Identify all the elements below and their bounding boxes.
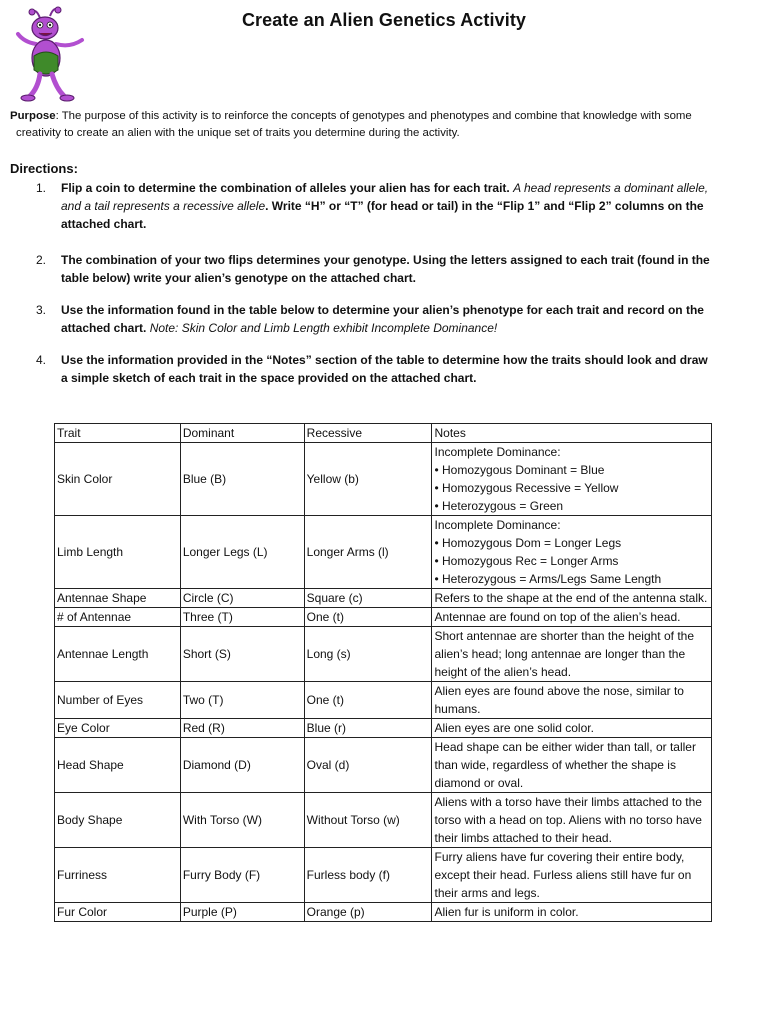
cell-trait: Limb Length [55,516,181,589]
note-line: • Heterozygous = Green [434,499,564,513]
cell-dominant: Furry Body (F) [180,848,304,903]
table-row [55,903,712,922]
cell-notes: Head shape can be either wider than tall, or taller than wide, regardless of whether the shape is diamond or oval. [432,738,712,793]
table-row [55,627,712,682]
step-number: 2. [36,253,47,267]
cell-recessive: One (t) [304,682,432,719]
cell-dominant: Diamond (D) [180,738,304,793]
step-italic-note: Note: Skin Color and Limb Length exhibit Incomplete Dominance! [149,321,498,335]
table-row [55,589,712,608]
cell-notes: Alien eyes are found above the nose, similar to humans. [432,682,712,719]
cell-notes [432,516,712,589]
cell-recessive: One (t) [304,608,432,627]
step-text: Use the information found in the table below to determine your alien’s phenotype for each trait and record on the attached chart. [61,303,704,335]
header-recessive: Recessive [304,424,432,443]
purpose-paragraph [10,108,750,142]
cell-dominant: Longer Legs (L) [180,516,304,589]
cell-notes: Antennae are found on top of the alien’s head. [432,608,712,627]
directions-heading: Directions: [10,161,78,176]
cell-recessive: Oval (d) [304,738,432,793]
direction-step-2 [36,251,716,287]
table-row [55,682,712,719]
cell-dominant: Short (S) [180,627,304,682]
cell-recessive: Blue (r) [304,719,432,738]
header-dominant: Dominant [180,424,304,443]
cell-dominant: Red (R) [180,719,304,738]
step-number: 3. [36,303,47,317]
cell-trait: Antennae Length [55,627,181,682]
step-text: Flip a coin to determine the combination of alleles your alien has for each trait. [61,181,510,195]
step-number: 1. [36,181,47,195]
direction-step-3 [36,301,716,337]
cell-dominant: Purple (P) [180,903,304,922]
note-line: • Homozygous Recessive = Yellow [434,481,619,495]
traits-table [54,423,712,922]
purpose-label: Purpose [10,110,56,122]
direction-step-1 [36,179,716,233]
cell-trait: Number of Eyes [55,682,181,719]
cell-recessive: Longer Arms (l) [304,516,432,589]
cell-dominant: With Torso (W) [180,793,304,848]
table-row [55,738,712,793]
cell-dominant: Three (T) [180,608,304,627]
table-row [55,608,712,627]
cell-recessive: Yellow (b) [304,443,432,516]
cell-trait: Head Shape [55,738,181,793]
step-text: The combination of your two flips determines your genotype. Using the letters assigned to each trait (found in the table below) write your alien’s genotype on the attached chart. [61,253,710,285]
cell-trait: Furriness [55,848,181,903]
cell-trait: Skin Color [55,443,181,516]
cell-recessive: Long (s) [304,627,432,682]
cell-dominant: Circle (C) [180,589,304,608]
note-line: • Homozygous Dom = Longer Legs [434,536,622,550]
cell-recessive: Orange (p) [304,903,432,922]
note-line: • Homozygous Rec = Longer Arms [434,554,619,568]
cell-notes: Furry aliens have fur covering their entire body, except their head. Furless aliens still have fur on their arms and legs. [432,848,712,903]
table-row [55,719,712,738]
table-row [55,793,712,848]
cell-trait: Fur Color [55,903,181,922]
purpose-text-line1: : The purpose of this activity is to reinforce the concepts of genotypes and phenotypes and combine that knowledge with some [55,110,692,122]
cell-notes: Refers to the shape at the end of the antenna stalk. [432,589,712,608]
note-line: • Homozygous Dominant = Blue [434,463,605,477]
cell-dominant: Two (T) [180,682,304,719]
cell-notes: Short antennae are shorter than the height of the alien’s head; long antennae are longer than the height of the alien’s head. [432,627,712,682]
note-line: Incomplete Dominance: [434,518,561,532]
purpose-text-line2: creativity to create an alien with the unique set of traits you determine during the activity. [16,127,460,139]
step-text: Use the information provided in the “Notes” section of the table to determine how the traits should look and draw a simple sketch of each trait in the space provided on the attached chart. [61,353,708,385]
step-italic-text: A head represents a dominant allele, and a tail represents a recessive allele [61,181,709,213]
cell-trait: Eye Color [55,719,181,738]
note-line: • Heterozygous = Arms/Legs Same Length [434,572,662,586]
step-text-continued: . Write “H” or “T” (for head or tail) in the “Flip 1” and “Flip 2” columns on the attached chart. [61,199,704,231]
cell-recessive: Square (c) [304,589,432,608]
cell-dominant: Blue (B) [180,443,304,516]
cell-notes: Alien fur is uniform in color. [432,903,712,922]
table-header-row [55,424,712,443]
note-line: Incomplete Dominance: [434,445,561,459]
cell-recessive: Without Torso (w) [304,793,432,848]
page-title: Create an Alien Genetics Activity [241,10,527,30]
cell-notes: Alien eyes are one solid color. [432,719,712,738]
cell-trait: Body Shape [55,793,181,848]
step-number: 4. [36,353,47,367]
header-trait: Trait [55,424,181,443]
cell-recessive: Furless body (f) [304,848,432,903]
cell-trait: Antennae Shape [55,589,181,608]
cell-trait: # of Antennae [55,608,181,627]
header-notes: Notes [432,424,712,443]
cell-notes: Aliens with a torso have their limbs attached to the torso with a head on top. Aliens with no torso have their limbs attached to their head. [432,793,712,848]
direction-step-4 [36,351,716,387]
table-row [55,516,712,589]
table-row [55,443,712,516]
table-row [55,848,712,903]
cell-notes [432,443,712,516]
